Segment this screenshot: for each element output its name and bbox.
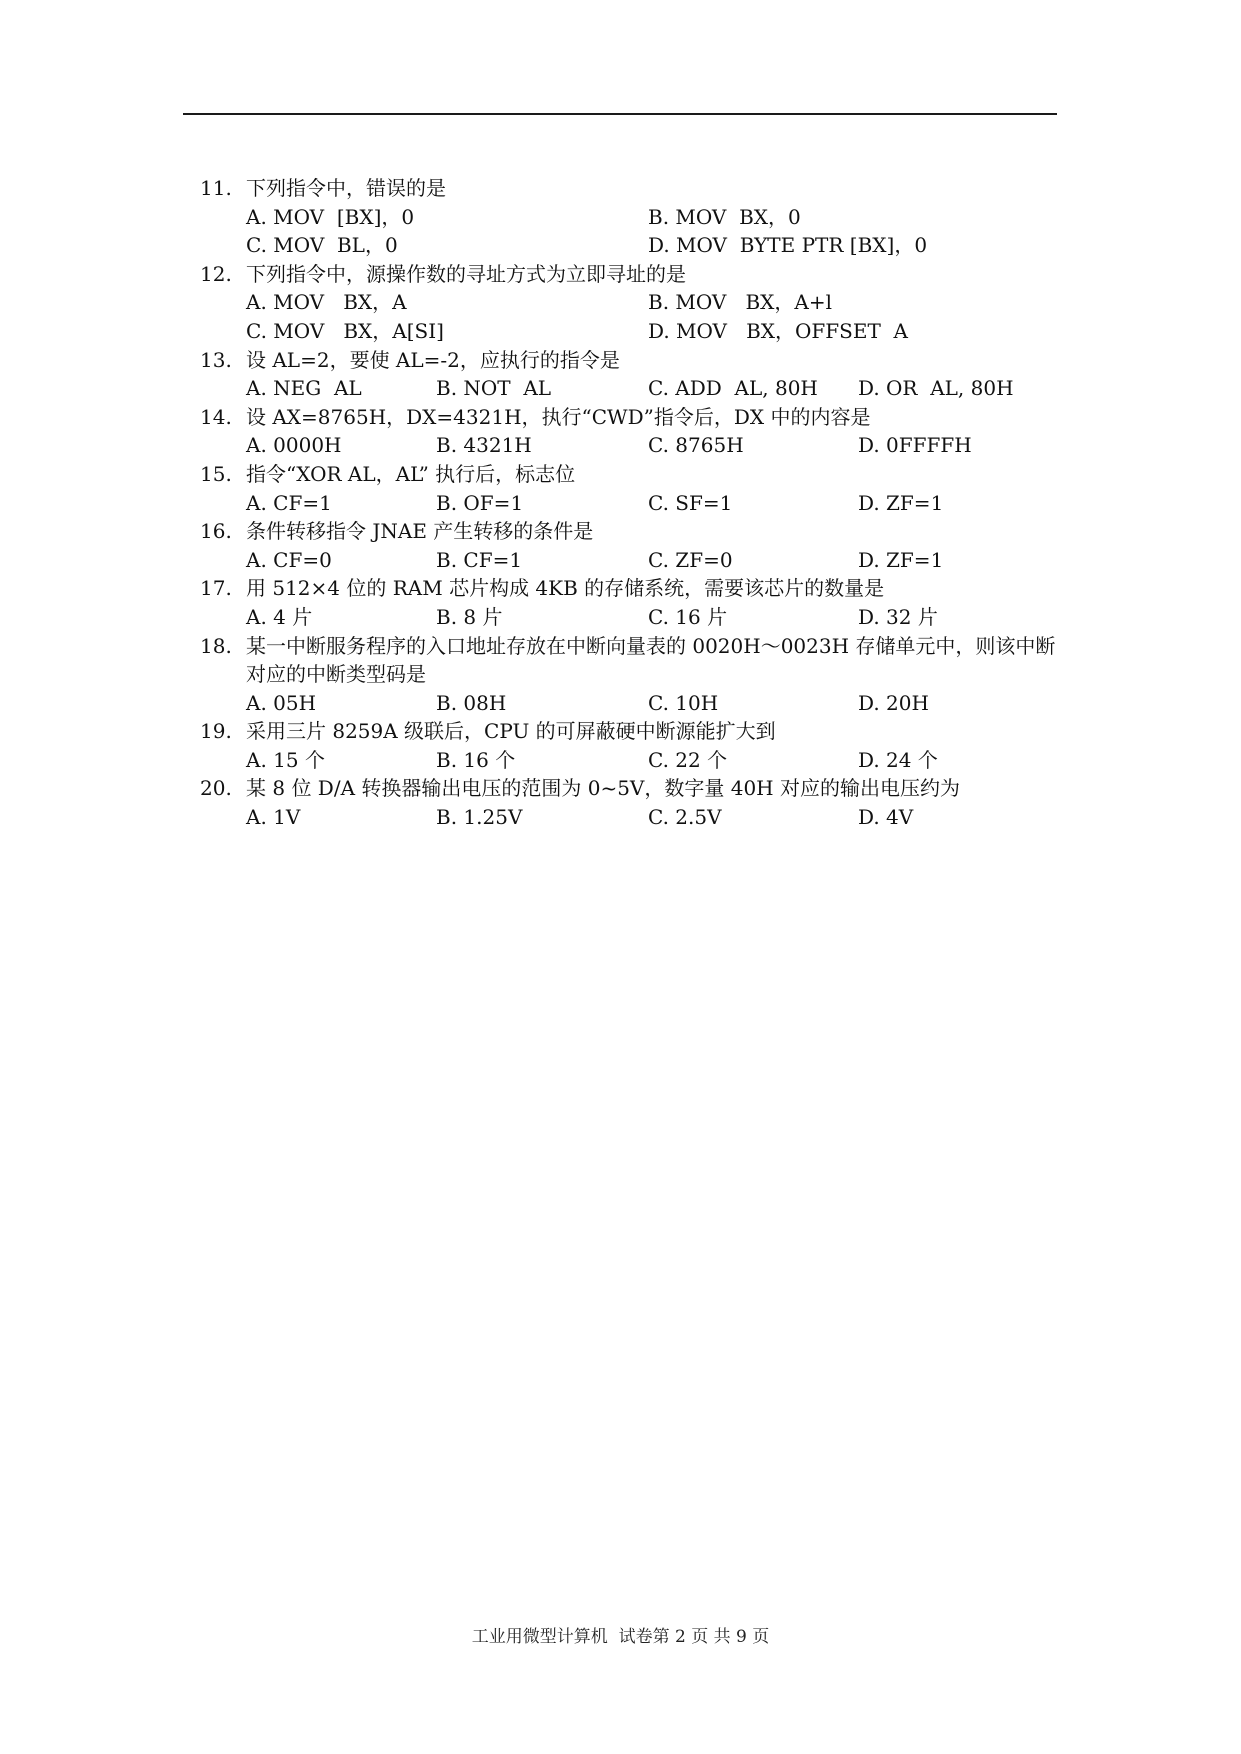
answer-option: C. ZF=0 — [648, 547, 733, 572]
answer-option: B. CF=1 — [436, 547, 523, 572]
answer-option: A. CF=1 — [246, 490, 332, 515]
answer-option: A. MOV [BX]，0 — [246, 204, 415, 229]
option-row — [200, 288, 1060, 317]
answer-option: B. 1.25V — [436, 805, 523, 830]
question-text: 某 8 位 D/A 转换器输出电压的范围为 0~5V，数字量 40H 对应的输出电压约为 — [246, 776, 960, 801]
answer-option: D. ZF=1 — [858, 547, 944, 572]
answer-option: C. 10H — [648, 690, 719, 715]
answer-option: D. 20H — [858, 690, 929, 715]
answer-option: B. MOV BX，A+l — [648, 290, 832, 315]
question-item — [200, 346, 1060, 403]
option-row — [200, 231, 1060, 260]
answer-option: A. 1V — [246, 805, 301, 830]
answer-option: D. OR AL, 80H — [858, 376, 1014, 401]
question-stem — [200, 632, 1060, 689]
question-text: 设 AX=8765H，DX=4321H，执行“CWD”指令后，DX 中的内容是 — [246, 404, 871, 429]
question-item — [200, 574, 1060, 631]
answer-option: D. 0FFFFH — [858, 433, 972, 458]
question-stem — [200, 517, 1060, 546]
answer-option: D. 4V — [858, 805, 914, 830]
question-number: 20. — [200, 776, 232, 801]
option-row — [200, 317, 1060, 346]
answer-option: D. MOV BYTE PTR [BX]，0 — [648, 233, 928, 258]
answer-option: C. 16 片 — [648, 604, 728, 629]
question-number: 12. — [200, 261, 232, 286]
answer-option: A. 05H — [246, 690, 317, 715]
question-item — [200, 460, 1060, 517]
question-text: 设 AL=2，要使 AL=-2，应执行的指令是 — [246, 347, 620, 372]
answer-option: D. ZF=1 — [858, 490, 944, 515]
answer-option: A. NEG AL — [246, 376, 362, 401]
answer-option: C. MOV BX，A[SI] — [246, 318, 444, 343]
option-row — [200, 203, 1060, 232]
page-footer: 工业用微型计算机 试卷第 2 页 共 9 页 — [471, 1627, 770, 1647]
question-stem — [200, 717, 1060, 746]
option-row — [200, 374, 1060, 403]
question-number: 16. — [200, 519, 232, 544]
answer-option: A. 0000H — [246, 433, 342, 458]
answer-option: C. SF=1 — [648, 490, 733, 515]
answer-option: B. 8 片 — [436, 604, 503, 629]
question-stem — [200, 574, 1060, 603]
question-number: 13. — [200, 347, 232, 372]
header-rule — [183, 113, 1057, 115]
answer-option: A. 4 片 — [246, 604, 313, 629]
question-text: 下列指令中，源操作数的寻址方式为立即寻址的是 — [246, 261, 686, 286]
answer-option: A. MOV BX，A — [246, 290, 407, 315]
question-number: 19. — [200, 719, 232, 744]
question-number: 15. — [200, 461, 232, 486]
question-text: 用 512×4 位的 RAM 芯片构成 4KB 的存储系统，需要该芯片的数量是 — [246, 576, 885, 601]
question-number: 11. — [200, 176, 232, 200]
question-stem — [200, 346, 1060, 375]
question-text: 采用三片 8259A 级联后，CPU 的可屏蔽硬中断源能扩大到 — [246, 719, 776, 744]
question-stem — [200, 403, 1060, 432]
question-item — [200, 774, 1060, 831]
answer-option: C. MOV BL，0 — [246, 233, 398, 258]
answer-option: C. 22 个 — [648, 747, 728, 772]
question-number: 18. — [200, 633, 232, 658]
question-text: 某一中断服务程序的入口地址存放在中断向量表的 0020H～0023H 存储单元中，则该中断对应的中断类型码是 — [246, 633, 1056, 687]
answer-option: A. 15 个 — [246, 747, 325, 772]
question-item — [200, 403, 1060, 460]
question-number: 17. — [200, 576, 232, 601]
answer-option: B. 4321H — [436, 433, 532, 458]
question-list — [200, 174, 1060, 832]
option-row — [200, 689, 1060, 718]
question-text: 下列指令中，错误的是 — [246, 176, 446, 200]
answer-option: D. MOV BX，OFFSET A — [648, 318, 908, 343]
question-text: 条件转移指令 JNAE 产生转移的条件是 — [246, 519, 594, 544]
answer-option: C. ADD AL, 80H — [648, 376, 818, 401]
answer-option: D. 32 片 — [858, 604, 938, 629]
option-row — [200, 803, 1060, 832]
answer-option: A. CF=0 — [246, 547, 332, 572]
question-item — [200, 260, 1060, 346]
answer-option: B. 16 个 — [436, 747, 516, 772]
option-row — [200, 489, 1060, 518]
option-row — [200, 431, 1060, 460]
answer-option: B. NOT AL — [436, 376, 552, 401]
question-item — [200, 517, 1060, 574]
answer-option: B. MOV BX，0 — [648, 204, 801, 229]
answer-option: C. 8765H — [648, 433, 744, 458]
answer-option: B. OF=1 — [436, 490, 524, 515]
option-row — [200, 546, 1060, 575]
question-text: 指令“XOR AL，AL” 执行后，标志位 — [246, 461, 576, 486]
question-item — [200, 174, 1060, 260]
question-stem — [200, 174, 1060, 203]
question-item — [200, 717, 1060, 774]
question-stem — [200, 260, 1060, 289]
question-stem — [200, 460, 1060, 489]
option-row — [200, 746, 1060, 775]
answer-option: B. 08H — [436, 690, 507, 715]
answer-option: C. 2.5V — [648, 805, 722, 830]
option-row — [200, 603, 1060, 632]
question-number: 14. — [200, 404, 232, 429]
question-stem — [200, 774, 1060, 803]
question-item — [200, 632, 1060, 718]
answer-option: D. 24 个 — [858, 747, 938, 772]
